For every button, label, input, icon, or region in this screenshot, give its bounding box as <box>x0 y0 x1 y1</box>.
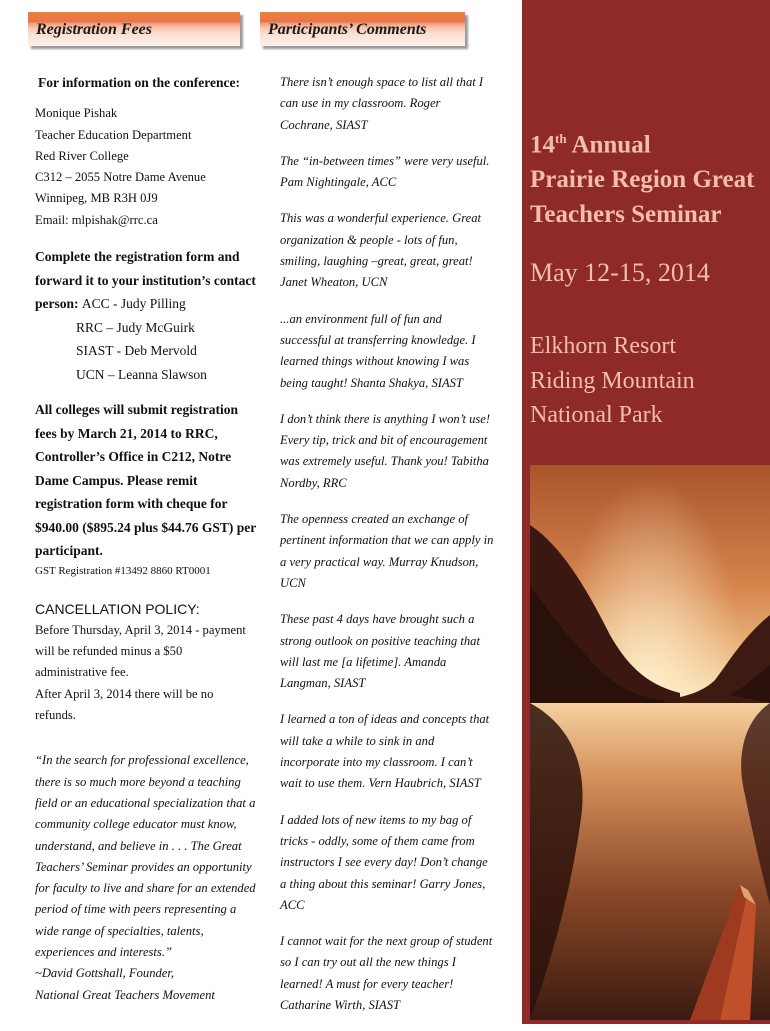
event-title-line-2: Prairie Region Great <box>530 166 755 194</box>
lake-canoe-photo <box>530 465 770 1020</box>
contact-heading: For information on the conference: <box>38 75 240 90</box>
comment-item: This was a wonderful experience. Great organization & people - lots of fun, smiling, laughing –great, great, great! Janet Wheaton, UCN <box>280 211 482 290</box>
comment-item: I don’t think there is anything I won’t use! Every tip, trick and bit of encouragement was extremely useful. Thank you! Tabitha Nordby, RRC <box>280 411 491 490</box>
cancellation-before: Before Thursday, April 3, 2014 - payment will be refunded minus a $50 administrative fee. <box>35 622 246 680</box>
quote-organization: National Great Teachers Movement <box>35 987 215 1002</box>
contact-rrc: RRC – Judy McGuirk <box>76 319 195 335</box>
location-resort: Elkhorn Resort <box>530 333 676 359</box>
event-location <box>530 329 695 433</box>
registration-fees-title: Registration Fees <box>36 21 153 38</box>
contact-ucn: UCN – Leanna Slawson <box>76 366 207 382</box>
event-edition-suffix: th <box>555 131 567 146</box>
contact-siast: SIAST - Deb Mervold <box>76 343 197 359</box>
comment-item: I cannot wait for the next group of student so I can try out all the new things I learned! A must for every teacher! Catharine Wirth, SIAST <box>280 934 493 1012</box>
registration-instructions <box>35 245 257 386</box>
registration-fees-header <box>28 12 240 46</box>
event-title-line-1 <box>530 121 770 162</box>
location-park: National Park <box>530 402 663 428</box>
cancellation-after: After April 3, 2014 there will be no refunds. <box>35 686 214 723</box>
event-dates: May 12-15, 2014 <box>530 258 710 287</box>
cancellation-policy <box>35 620 257 726</box>
comment-item: I added lots of new items to my bag of tricks - oddly, some of them came from instructors I see every day! Don’t change a thing about this seminar! Garry Jones, ACC <box>280 812 488 912</box>
contact-department: Teacher Education Department <box>35 127 192 142</box>
fees-notice: All colleges will submit registration fees by March 21, 2014 to RRC, Controller’s Office in C212, Notre Dame Campus. Please remit registration form with cheque for $940.00 ($895.24 plus $44.76 GST) per participant. <box>35 402 257 559</box>
event-title <box>530 121 770 232</box>
contact-email[interactable]: Email: mlpishak@rrc.ca <box>35 212 158 227</box>
comment-item: I learned a ton of ideas and concepts that will take a while to sink in and incorporate into my classroom. I can’t wait to use them. Vern Haubrich, SIAST <box>280 712 490 791</box>
comments-column <box>280 72 494 1031</box>
event-edition: 14 <box>530 131 555 159</box>
gst-registration: GST Registration #13492 8860 RT0001 <box>35 564 211 577</box>
quote-text: “In the search for professional excellence, there is so much more beyond a teaching field or an educational specialization that a community college educator must know, understand, and believe in . . . The Great Teachers’ Seminar provides an opportunity for faculty to live and share for an extended period of time with peers representing a wide range of specialties, talents, experiences and interests.” <box>35 753 256 960</box>
cancellation-heading: CANCELLATION POLICY: <box>35 600 200 617</box>
registration-column <box>35 72 257 1006</box>
contact-block <box>35 103 257 231</box>
comment-item: ...an environment full of fun and successful at transferring knowledge. I learned things without knowing I was being taught! Shanta Shakya, SIAST <box>280 311 476 390</box>
contact-name: Monique Pishak <box>35 106 118 121</box>
participants-comments-title: Participants’ Comments <box>268 21 427 38</box>
event-panel <box>522 0 770 1024</box>
participants-comments-header <box>260 12 465 46</box>
founder-quote <box>35 750 257 1006</box>
contact-address: C312 – 2055 Notre Dame Avenue <box>35 170 206 185</box>
comment-item: These past 4 days have brought such a strong outlook on positive teaching that will last me [a lifetime]. Amanda Langman, SIAST <box>280 612 480 691</box>
contact-city: Winnipeg, MB R3H 0J9 <box>35 191 158 206</box>
contact-acc: ACC - Judy Pilling <box>81 296 186 312</box>
location-area: Riding Mountain <box>530 367 695 394</box>
event-title-line-3: Teachers Seminar <box>530 201 722 229</box>
comment-item: The “in-between times” were very useful. Pam Nightingale, ACC <box>280 153 490 190</box>
quote-author: ~David Gottshall, Founder, <box>35 966 175 981</box>
contact-college: Red River College <box>35 148 129 163</box>
comment-item: The openness created an exchange of pertinent information that we can apply in a very practical way. Murray Knudson, UCN <box>280 512 494 590</box>
registration-intro: Complete the registration form and forward it to your institution’s contact person: <box>35 249 256 312</box>
comment-item: There isn’t enough space to list all that I can use in my classroom. Roger Cochrane, SIAST <box>280 75 484 132</box>
event-title-annual: Annual <box>571 131 651 159</box>
